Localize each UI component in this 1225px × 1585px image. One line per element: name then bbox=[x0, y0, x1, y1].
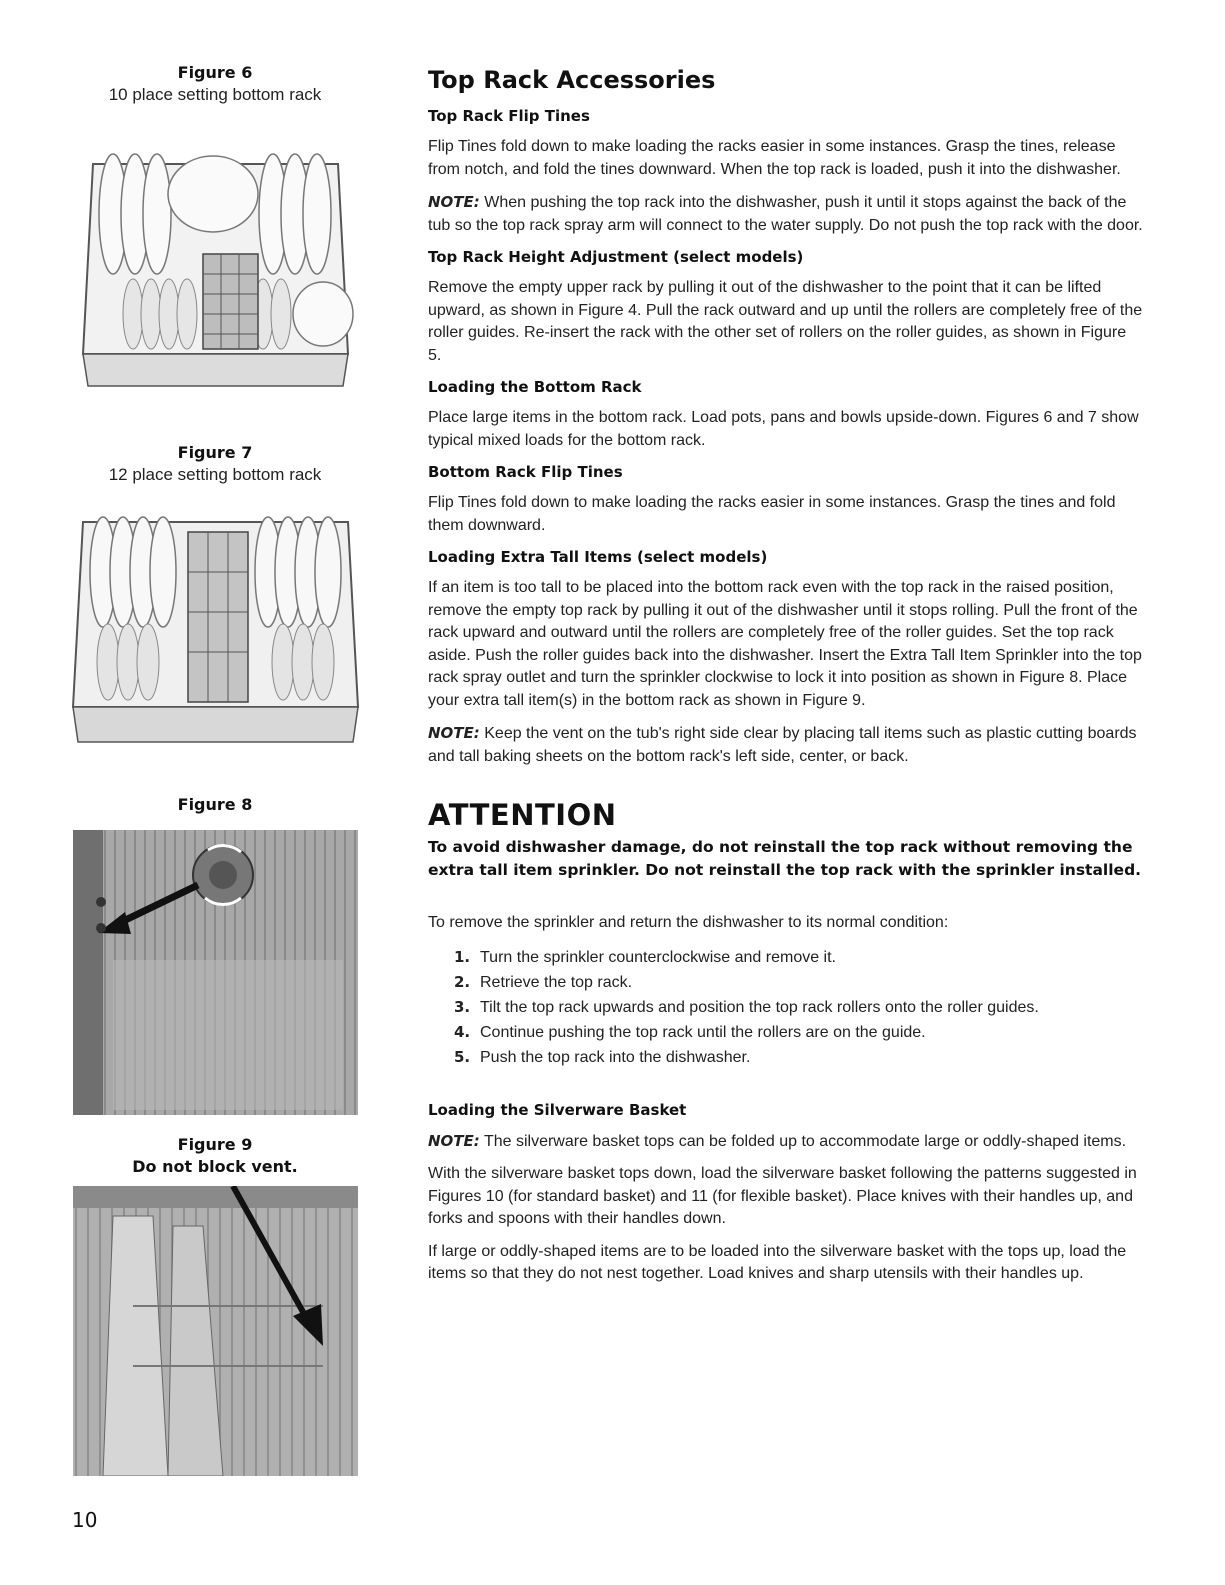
text-column bbox=[428, 64, 1143, 1296]
step-text: Push the top rack into the dishwasher. bbox=[480, 1048, 751, 1066]
step-text: Tilt the top rack upwards and position the top rack rollers onto the roller guides. bbox=[480, 998, 1039, 1016]
bottom-rack-text: Place large items in the bottom rack. Load pots, pans and bowls upside-down. Figures 6 and 7 show typical mixed loads for the bottom rack. bbox=[428, 409, 1139, 449]
silverware-text-1: With the silverware basket tops down, load the silverware basket following the patterns suggested in Figures 10 (for standard basket) and 11 (for flexible basket). Place knives with their handles up, and forks and spoons with their handles down. bbox=[428, 1165, 1137, 1227]
note-label: NOTE: bbox=[428, 193, 480, 211]
figure-8 bbox=[60, 794, 370, 1134]
attention-warning: To avoid dishwasher damage, do not reinstall the top rack without removing the extra tall item sprinkler. Do not reinstall the top rack with the sprinkler installed. bbox=[428, 838, 1142, 879]
step-text: Continue pushing the top rack until the rollers are on the guide. bbox=[480, 1023, 926, 1041]
top-rack-note-text: When pushing the top rack into the dishwasher, push it until it stops against the back of the tub so the top rack spray arm will connect to the water supply. Do not push the top rack with the door. bbox=[428, 194, 1143, 234]
figure-7-title: Figure 7 bbox=[177, 443, 253, 462]
figure-8-title: Figure 8 bbox=[177, 795, 253, 814]
page-number: 10 bbox=[72, 1508, 98, 1532]
remove-steps-list bbox=[428, 945, 1143, 1070]
figure-6-caption: 10 place setting bottom rack bbox=[108, 85, 322, 104]
step-item bbox=[454, 995, 1143, 1020]
figure-9-image bbox=[73, 1186, 358, 1476]
figure-7-image bbox=[68, 492, 363, 750]
section-heading: Top Rack Accessories bbox=[428, 66, 716, 94]
step-text: Turn the sprinkler counterclockwise and remove it. bbox=[480, 948, 836, 966]
bottom-flip-tines-heading: Bottom Rack Flip Tines bbox=[428, 463, 623, 481]
step-item bbox=[454, 1020, 1143, 1045]
note-label: NOTE: bbox=[428, 1131, 480, 1150]
top-rack-flip-tines-text: Flip Tines fold down to make loading the racks easier in some instances. Grasp the tines, release from notch, and fold the tines downward. When the top rack is loaded, push it into the dishwasher. bbox=[428, 138, 1121, 178]
silverware-note-text: The silverware basket tops can be folded up to accommodate large or oddly-shaped items. bbox=[479, 1132, 1127, 1150]
bottom-flip-tines-text: Flip Tines fold down to make loading the racks easier in some instances. Grasp the tines and fold them downward. bbox=[428, 494, 1116, 534]
figure-6 bbox=[60, 62, 370, 442]
figure-8-image bbox=[73, 830, 358, 1115]
figure-6-title: Figure 6 bbox=[177, 63, 253, 82]
remove-sprinkler-intro: To remove the sprinkler and return the dishwasher to its normal condition: bbox=[428, 914, 949, 931]
height-adjustment-text: Remove the empty upper rack by pulling it out of the dishwasher to the point that it can be lifted upward, as shown in Figure 4. Pull the rack outward and up until the rollers are completely free of the roller guides. Re-insert the rack with the other set of rollers on the roller guides, as shown in Figure 5. bbox=[428, 279, 1143, 364]
bottom-rack-heading: Loading the Bottom Rack bbox=[428, 378, 642, 396]
step-item bbox=[454, 970, 1143, 995]
silverware-heading: Loading the Silverware Basket bbox=[428, 1100, 687, 1119]
silverware-text-2: If large or oddly-shaped items are to be loaded into the silverware basket with the tops up, load the items so that they do not nest together. Load knives and sharp utensils with their handles up. bbox=[428, 1242, 1127, 1282]
step-item bbox=[454, 1045, 1143, 1070]
extra-tall-heading: Loading Extra Tall Items (select models) bbox=[428, 548, 768, 566]
step-item bbox=[454, 945, 1143, 970]
figure-6-image bbox=[73, 124, 358, 394]
extra-tall-note bbox=[428, 722, 1143, 768]
figure-column bbox=[60, 62, 370, 1476]
height-adjustment-heading: Top Rack Height Adjustment (select models) bbox=[428, 248, 804, 266]
attention-heading: ATTENTION bbox=[428, 798, 617, 832]
figure-9 bbox=[60, 1134, 370, 1476]
step-number: 3. bbox=[454, 997, 471, 1016]
top-rack-flip-tines-heading: Top Rack Flip Tines bbox=[428, 107, 590, 125]
step-text: Retrieve the top rack. bbox=[480, 973, 633, 991]
step-number: 1. bbox=[454, 947, 471, 966]
step-number: 4. bbox=[454, 1022, 471, 1041]
step-number: 5. bbox=[454, 1047, 471, 1066]
silverware-note bbox=[428, 1130, 1143, 1154]
top-rack-note bbox=[428, 191, 1143, 237]
step-number: 2. bbox=[454, 972, 471, 991]
figure-7 bbox=[60, 442, 370, 786]
note-label: NOTE: bbox=[428, 724, 480, 742]
extra-tall-text: If an item is too tall to be placed into the bottom rack even with the top rack in the raised position, remove the empty top rack by pulling it out of the dishwasher until it stops rolling. Pull the front of the rack upward and outward until the rollers are completely free of the roller guides. Set the top rack aside. Push the roller guides back into the dishwasher. Insert the Extra Tall Item Sprinkler into the top rack spray outlet and turn the sprinkler clockwise to lock it into position as shown in Figure 8. Place your extra tall item(s) in the bottom rack as shown in Figure 9. bbox=[428, 579, 1142, 709]
figure-9-title: Figure 9 bbox=[177, 1135, 253, 1154]
extra-tall-note-text: Keep the vent on the tub's right side clear by placing tall items such as plastic cutting boards and tall baking sheets on the bottom rack's left side, center, or back. bbox=[428, 725, 1137, 765]
figure-7-caption: 12 place setting bottom rack bbox=[108, 465, 322, 484]
figure-9-caption: Do not block vent. bbox=[132, 1157, 298, 1176]
